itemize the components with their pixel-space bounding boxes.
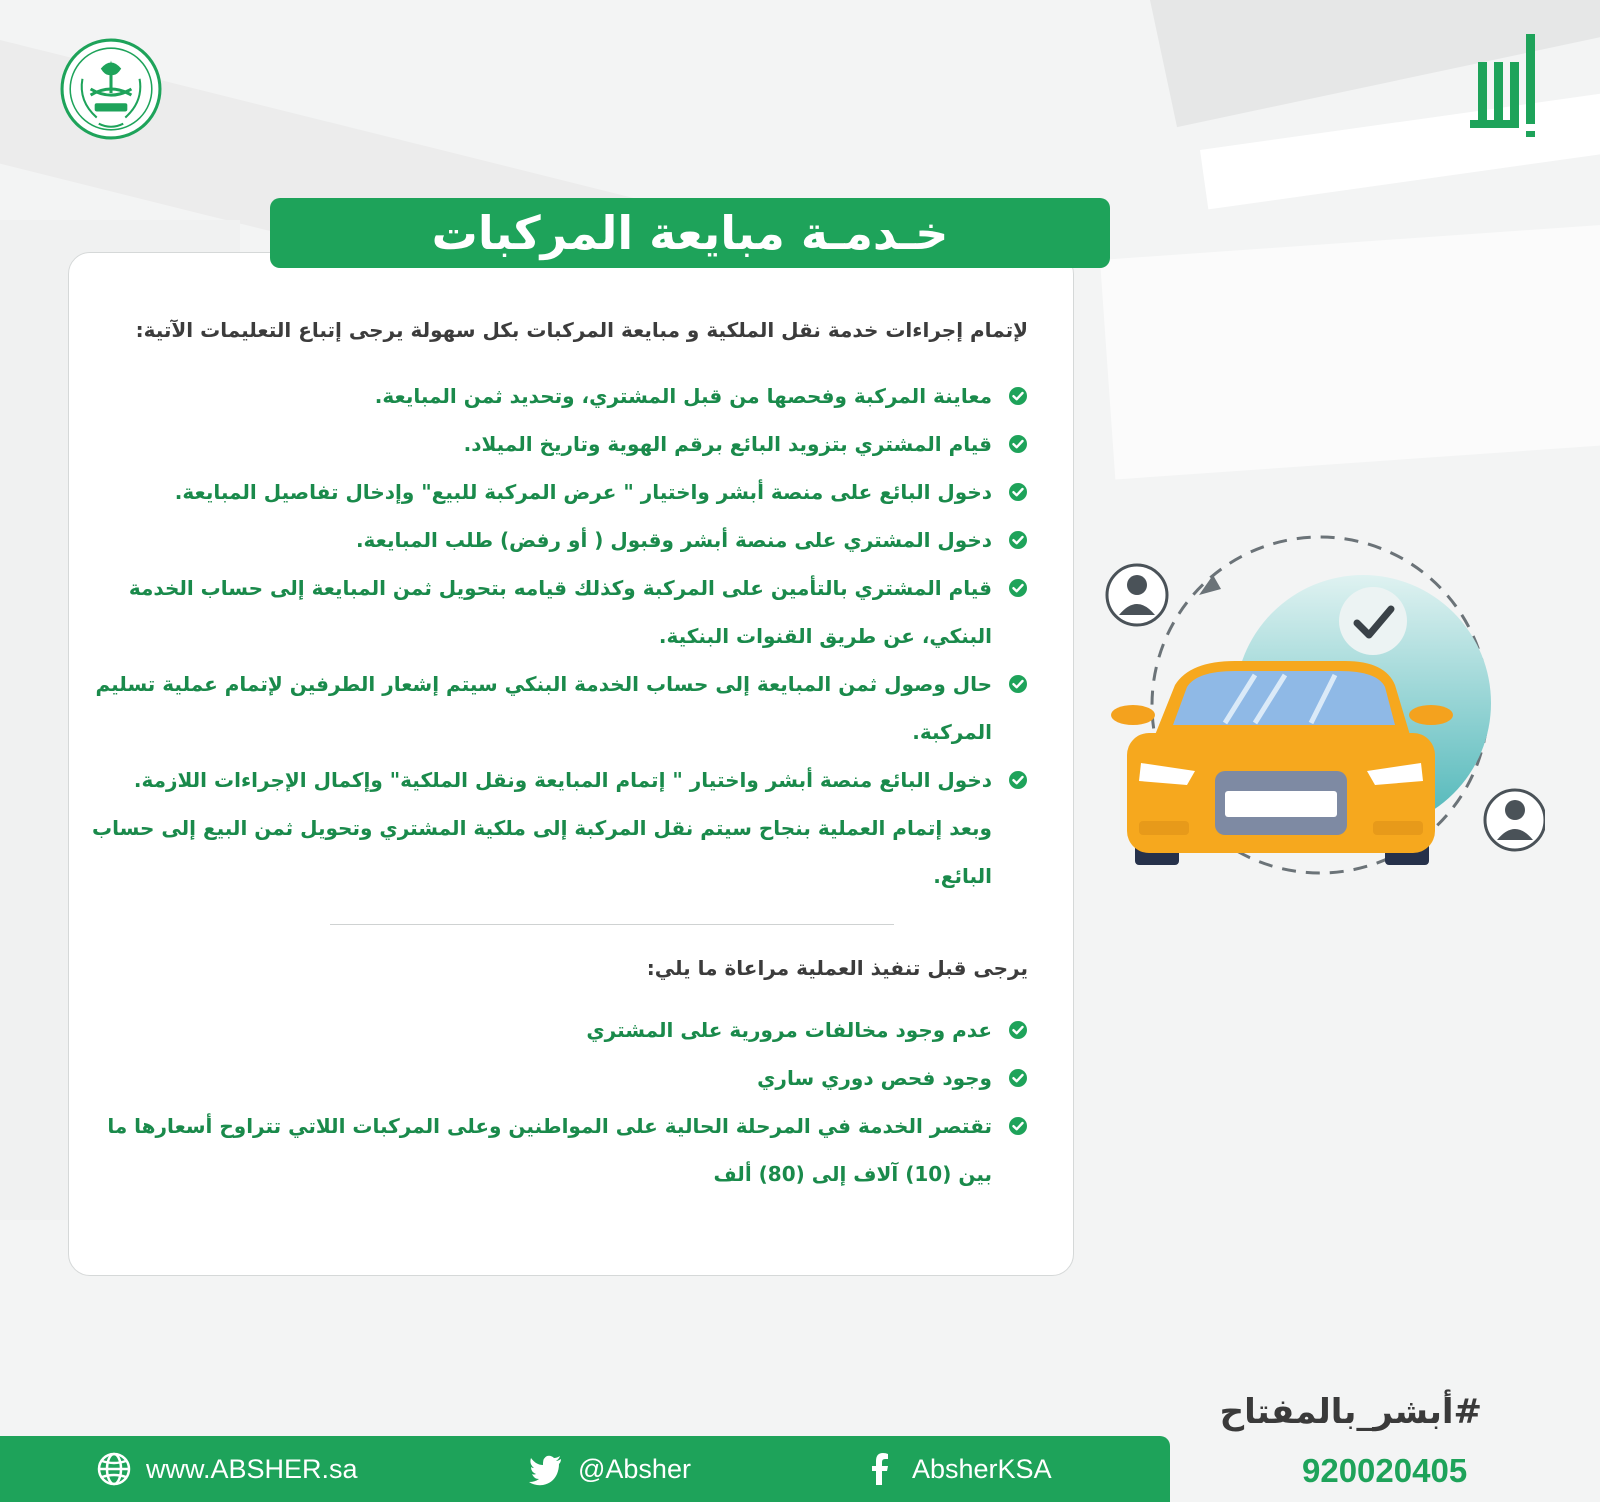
hashtag: #أبشر_بالمفتاح bbox=[1219, 1392, 1482, 1432]
ministry-emblem-logo bbox=[60, 38, 162, 140]
step-text: دخول المشتري على منصة أبشر وقبول ( أو رفض) طلب المبايعة. bbox=[355, 528, 992, 552]
check-circle-icon bbox=[1008, 530, 1028, 550]
intro-text: لإتمام إجراءات خدمة نقل الملكية و مبايعة المركبات بكل سهولة يرجى إتباع التعليمات الآتية: bbox=[135, 318, 1028, 342]
check-circle-icon bbox=[1008, 1068, 1028, 1088]
list-item bbox=[88, 756, 1028, 804]
list-item bbox=[88, 372, 1028, 420]
absher-logo bbox=[1470, 32, 1542, 138]
step-text: حال وصول ثمن المبايعة إلى حساب الخدمة البنكي سيتم إشعار الطرفين لإتمام عملية تسليم المركبة. bbox=[95, 672, 992, 744]
condition-text: تقتصر الخدمة في المرحلة الحالية على المواطنين وعلى المركبات اللاتي تتراوح أسعارها ما بين (10) آلاف إلى (80) ألف bbox=[107, 1114, 992, 1186]
phone-number[interactable]: 920020405 bbox=[1302, 1452, 1468, 1489]
closing-note-text: وبعد إتمام العملية بنجاح سيتم نقل المركبة إلى ملكية المشتري وتحويل ثمن البيع إلى حساب البائع. bbox=[92, 816, 992, 888]
step-text: دخول البائع على منصة أبشر واختيار " عرض المركبة للبيع" وإدخال تفاصيل المبايعة. bbox=[174, 480, 992, 504]
car-illustration bbox=[1095, 535, 1545, 895]
background-stripe bbox=[1100, 224, 1600, 480]
list-item bbox=[88, 1102, 1028, 1198]
check-circle-icon bbox=[1008, 386, 1028, 406]
twitter-label: @Absher bbox=[578, 1453, 691, 1484]
title-banner bbox=[270, 198, 1110, 268]
twitter-icon bbox=[528, 1451, 564, 1487]
check-circle-icon bbox=[1008, 1020, 1028, 1040]
check-circle-icon bbox=[1008, 434, 1028, 454]
list-item bbox=[88, 420, 1028, 468]
website-link[interactable] bbox=[96, 1446, 358, 1492]
condition-text: وجود فحص دوري ساري bbox=[757, 1066, 992, 1090]
page-title: خـدمـة مبايعة المركبات bbox=[431, 206, 949, 260]
globe-icon bbox=[96, 1451, 132, 1487]
list-item bbox=[88, 468, 1028, 516]
check-circle-icon bbox=[1008, 770, 1028, 790]
facebook-icon bbox=[862, 1451, 898, 1487]
list-item bbox=[88, 1006, 1028, 1054]
step-text: قيام المشتري بالتأمين على المركبة وكذلك قيامه بتحويل ثمن المبايعة إلى حساب الخدمة البنكي، عن طريق القنوات البنكية. bbox=[128, 576, 992, 648]
conditions-list bbox=[88, 1006, 1028, 1198]
step-text: معاينة المركبة وفحصها من قبل المشتري، وتحديد ثمن المبايعة. bbox=[374, 384, 992, 408]
check-circle-icon bbox=[1008, 578, 1028, 598]
conditions-intro: يرجى قبل تنفيذ العملية مراعاة ما يلي: bbox=[646, 956, 1028, 980]
steps-list bbox=[88, 372, 1028, 900]
website-label: www.ABSHER.sa bbox=[146, 1453, 358, 1484]
facebook-label: AbsherKSA bbox=[912, 1453, 1052, 1484]
user-icon bbox=[1107, 565, 1167, 625]
list-item bbox=[88, 516, 1028, 564]
check-circle-icon bbox=[1008, 674, 1028, 694]
divider bbox=[330, 924, 894, 925]
closing-note bbox=[88, 804, 1028, 900]
condition-text: عدم وجود مخالفات مرورية على المشتري bbox=[586, 1018, 992, 1042]
list-item bbox=[88, 564, 1028, 660]
user-icon bbox=[1485, 790, 1545, 850]
list-item bbox=[88, 660, 1028, 756]
list-item bbox=[88, 1054, 1028, 1102]
twitter-link[interactable] bbox=[528, 1446, 691, 1492]
step-text: دخول البائع منصة أبشر واختيار " إتمام المبايعة ونقل الملكية" وإكمال الإجراءات اللازمة. bbox=[133, 768, 992, 792]
check-circle-icon bbox=[1008, 1116, 1028, 1136]
facebook-link[interactable] bbox=[862, 1446, 1052, 1492]
step-text: قيام المشتري بتزويد البائع برقم الهوية وتاريخ الميلاد. bbox=[463, 432, 992, 456]
check-circle-icon bbox=[1008, 482, 1028, 502]
